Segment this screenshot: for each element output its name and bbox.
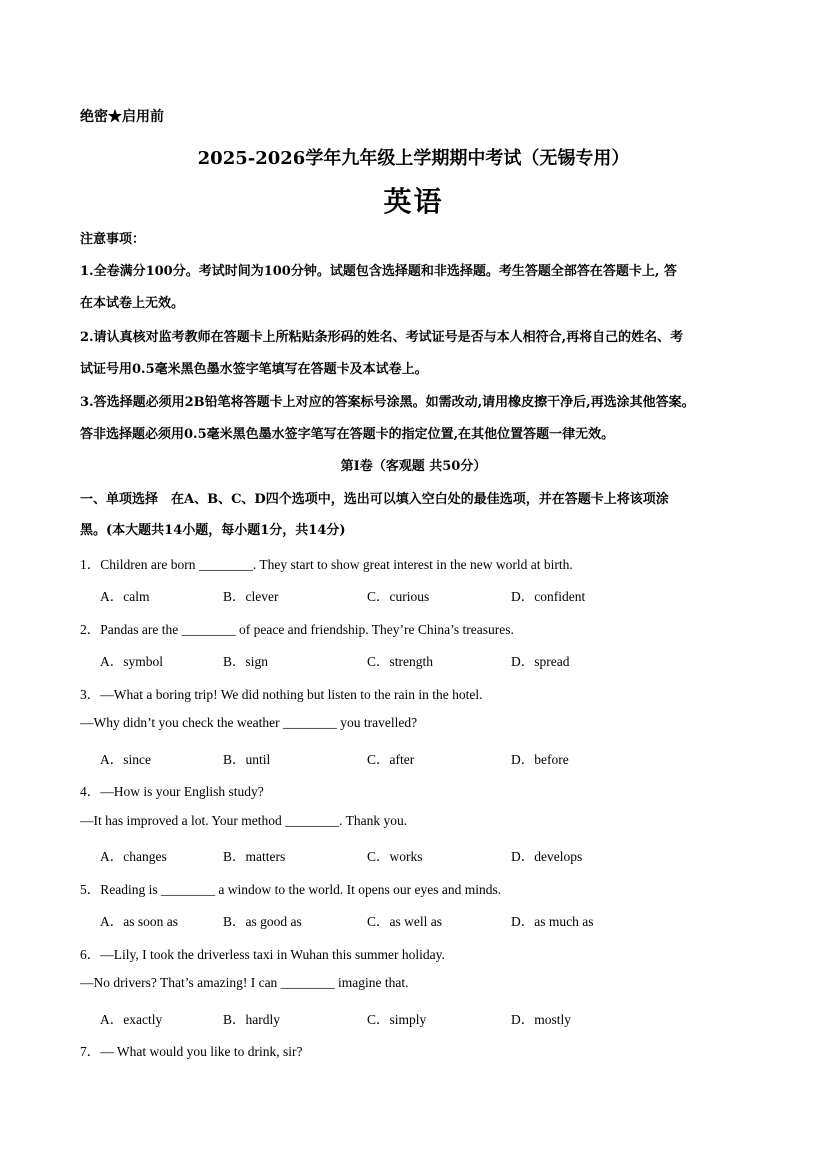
- question-2-option-c: C．strength: [367, 654, 433, 669]
- question-4-option-a: A．changes: [100, 849, 167, 864]
- notice-item-1-line-1: 1.全卷满分100分。考试时间为100分钟。试题包含选择题和非选择题。考生答题全部答在答题卡上, 答: [80, 264, 677, 279]
- question-1-option-a: A．calm: [100, 589, 150, 604]
- question-3-stem-line-1: 3．—What a boring trip! We did nothing but listen to the rain in the hotel.: [80, 687, 483, 702]
- question-6-option-b: B．hardly: [223, 1012, 280, 1027]
- secret-label: 绝密★启用前: [80, 109, 164, 125]
- question-5-option-b: B．as good as: [223, 914, 302, 929]
- notice-heading: 注意事项：: [80, 232, 146, 247]
- question-6-option-a: A．exactly: [100, 1012, 163, 1027]
- part-one-heading: 第I卷（客观题 共50分）: [340, 459, 487, 474]
- question-2-option-d: D．spread: [511, 654, 570, 669]
- question-1-option-c: C．curious: [367, 589, 430, 604]
- question-6-stem-line-1: 6．—Lily, I took the driverless taxi in Wuhan this summer holiday.: [80, 947, 445, 962]
- question-3-option-d: D．before: [511, 752, 569, 767]
- question-3-option-b: B．until: [223, 752, 271, 767]
- question-6-stem-line-2: —No drivers? That’s amazing! I can ________ imagine that.: [80, 975, 409, 990]
- question-7-stem: 7．— What would you like to drink, sir?: [80, 1044, 303, 1059]
- question-4-option-c: C．works: [367, 849, 423, 864]
- question-2-option-a: A．symbol: [100, 654, 164, 669]
- exam-title: 2025-2026学年九年级上学期期中考试（无锡专用）: [197, 148, 630, 169]
- notice-item-3-line-2: 答非选择题必须用0.5毫米黑色墨水签字笔写在答题卡的指定位置,在其他位置答题一律无效。: [80, 427, 615, 442]
- question-6-option-d: D．mostly: [511, 1012, 572, 1027]
- question-3-option-c: C．after: [367, 752, 415, 767]
- question-5-option-c: C．as well as: [367, 914, 442, 929]
- question-6-option-c: C．simply: [367, 1012, 427, 1027]
- question-1-stem: 1．Children are born ________. They start to show great interest in the new world at birth.: [80, 557, 573, 572]
- question-2-option-b: B．sign: [223, 654, 269, 669]
- question-5-stem: 5．Reading is ________ a window to the world. It opens our eyes and minds.: [80, 882, 502, 897]
- subject-title: 英语: [383, 185, 444, 218]
- section-instructions-line-1: 一、单项选择 在A、B、C、D四个选项中，选出可以填入空白处的最佳选项，并在答题卡上将该项涂: [80, 492, 669, 507]
- question-4-option-d: D．develops: [511, 849, 583, 864]
- question-4-stem-line-2: —It has improved a lot. Your method ________. Thank you.: [80, 813, 408, 828]
- question-5-option-d: D．as much as: [511, 914, 594, 929]
- notice-item-2-line-1: 2.请认真核对监考教师在答题卡上所粘贴条形码的姓名、考试证号是否与本人相符合,再将自己的姓名、考: [80, 330, 684, 345]
- question-5-option-a: A．as soon as: [100, 914, 178, 929]
- question-3-option-a: A．since: [100, 752, 151, 767]
- question-3-stem-line-2: —Why didn’t you check the weather ________ you travelled?: [80, 715, 418, 730]
- question-2-stem: 2．Pandas are the ________ of peace and friendship. They’re China’s treasures.: [80, 622, 514, 637]
- notice-item-3-line-1: 3.答选择题必须用2B铅笔将答题卡上对应的答案标号涂黑。如需改动,请用橡皮擦干净后,再选涂其他答案。: [80, 395, 695, 410]
- notice-item-2-line-2: 试证号用0.5毫米黑色墨水签字笔填写在答题卡及本试卷上。: [80, 362, 428, 377]
- question-1-option-d: D．confident: [511, 589, 586, 604]
- notice-item-1-line-2: 在本试卷上无效。: [80, 296, 185, 311]
- question-4-stem-line-1: 4．—How is your English study?: [80, 784, 264, 799]
- question-4-option-b: B．matters: [223, 849, 286, 864]
- question-1-option-b: B．clever: [223, 589, 279, 604]
- section-instructions-line-2: 黑。(本大题共14小题，每小题1分，共14分): [80, 523, 346, 538]
